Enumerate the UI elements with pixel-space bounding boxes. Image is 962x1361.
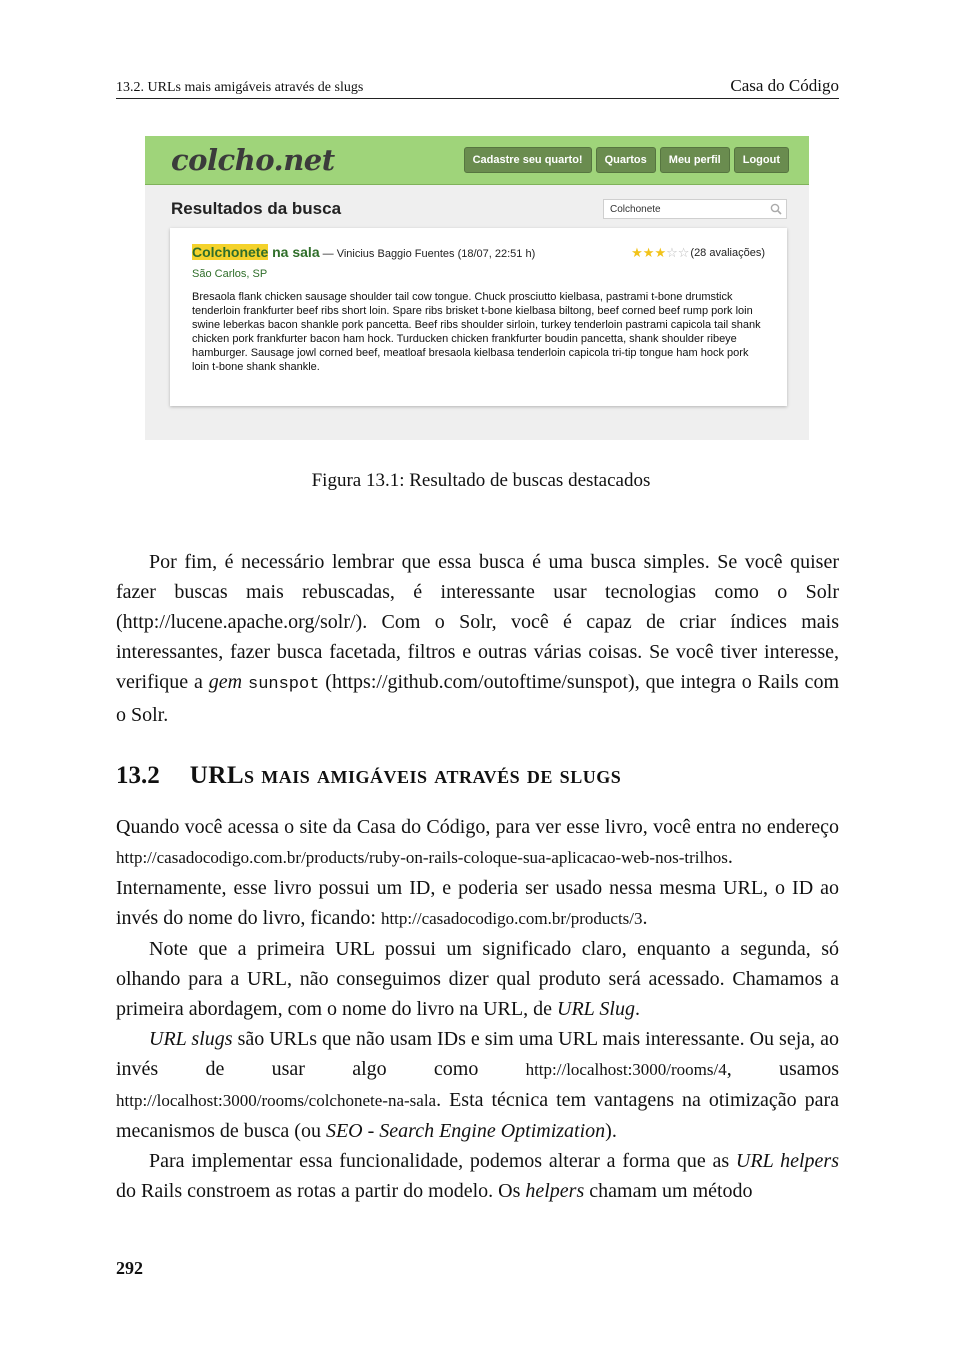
para5-text-a: Para implementar essa funcionalidade, podemos alterar a forma que as: [149, 1150, 736, 1172]
search-result-card: [170, 228, 787, 406]
para1-text-b: (https://github.com/outoftime/sunspot), que integra o Rails com o Solr.: [116, 671, 839, 726]
para4-url-slug[interactable]: http://localhost:3000/rooms/colchonete-na-sala: [116, 1091, 437, 1110]
result-meta: — Vinicius Baggio Fuentes (18/07, 22:51 h): [319, 248, 536, 260]
para5-em2: helpers: [525, 1180, 585, 1202]
para3-text-b: .: [634, 998, 640, 1020]
para4-em1: URL slugs: [149, 1028, 233, 1050]
header-section-title: 13.2. URLs mais amigáveis através de slugs: [116, 80, 364, 95]
star-filled-icon: ★: [642, 245, 655, 260]
star-filled-icon: ★: [631, 245, 643, 260]
running-header: [116, 74, 839, 99]
star-empty-icon: ☆: [677, 245, 690, 260]
para2-text-a: Quando você acessa o site da Casa do Código, para ver esse livro, você entra no endereço: [116, 816, 839, 838]
paragraph-url-slugs-definition: [116, 1024, 839, 1146]
section-heading: [116, 762, 621, 790]
figure-caption: Figura 13.1: Resultado de buscas destacados: [311, 470, 651, 491]
search-value: Colchonete: [610, 203, 661, 215]
nav-buttons: [464, 147, 789, 173]
results-title: Resultados da busca: [171, 199, 342, 218]
para3-em: URL Slug: [557, 998, 635, 1020]
para1-sunspot: sunspot: [248, 675, 320, 694]
para2-url-id[interactable]: http://casadocodigo.com.br/products/3: [380, 909, 643, 928]
para4-em2: SEO - Search Engine Optimization: [325, 1120, 606, 1142]
rating-count: (28 avaliações): [690, 247, 765, 259]
result-title-rest: na sala: [268, 244, 320, 260]
result-description: Bresaola flank chicken sausage shoulder tail cow tongue. Chuck prosciutto kielbasa, pastrami t-bone drumstick tenderloin frankfurter beef ribs short loin. Spare ribs brisket t-bone kielbasa biltong, beef corned beef rump pork loin swine leberkas bacon shankle pork pancetta. Beef ribs shoulder sirloin, turkey tenderloin pastrami capicola tail shank chicken pork frankfurter bacon ham hock. Turducken chicken frankfurter boudin pancetta, shank shoulder ribeye hamburger. Sausage jowl corned beef, meatloaf bresaola kielbasa tenderloin capicola tri-tip tongue ham hock pork loin t-bone shank shankle.: [192, 291, 761, 373]
nav-button-rooms[interactable]: Quartos: [596, 147, 656, 173]
para1-text-a: Por fim, é necessário lembrar que essa busca é uma busca simples. Se você quiser fazer buscas mais rebuscadas, é interessante usar tecnologias como o Solr (http://lucene.apache.org/solr/). Com o Solr, você é capaz de criar índices mais interessantes, fazer busca facetada, filtros e outras várias coisas. Se você tiver interesse, verifique a: [116, 551, 839, 693]
para4-text-a: são URLs que não usam IDs e sim uma URL mais interessante. Ou seja, ao invés de usar algo como: [116, 1028, 840, 1080]
rating: [631, 246, 765, 260]
para3-text-a: Note que a primeira URL possui um significado claro, enquanto a segunda, só olhando para a URL, não conseguimos dizer qual produto será acessado. Chamamos a primeira abordagem, com o nome do livro na URL, de: [116, 938, 839, 1020]
para4-text-b: , usamos: [726, 1058, 840, 1080]
section-number: 13.2: [116, 762, 160, 789]
star-empty-icon: ☆: [666, 245, 678, 260]
results-header: [145, 185, 809, 219]
paragraph-url-slug: [116, 934, 839, 1024]
para4-text-d: ).: [605, 1120, 617, 1142]
para5-em1: URL helpers: [735, 1150, 839, 1172]
star-filled-icon: ★: [654, 245, 667, 260]
section-title: URLs mais amigáveis através de slugs: [189, 762, 622, 789]
paragraph-solr: [116, 547, 839, 730]
nav-button-profile[interactable]: Meu perfil: [660, 147, 730, 173]
result-title-line: [192, 244, 535, 262]
site-logo: colcho.net: [171, 143, 335, 177]
search-input[interactable]: [603, 199, 787, 219]
para1-gem: gem: [208, 671, 243, 693]
paragraph-implement: [116, 1146, 839, 1206]
para4-url-id[interactable]: http://localhost:3000/rooms/4: [525, 1060, 727, 1079]
search-icon[interactable]: [770, 203, 782, 215]
para5-text-b: do Rails constroem as rotas a partir do modelo. Os: [116, 1180, 526, 1202]
para4-text-c: . Esta técnica tem vantagens na otimização para mecanismos de busca (ou: [116, 1089, 839, 1142]
result-location: São Carlos, SP: [192, 268, 268, 280]
paragraph-url-intro: [116, 812, 839, 934]
figure-screenshot: [145, 136, 809, 440]
section-body: [116, 812, 839, 1206]
header-book-title: Casa do Código: [730, 76, 839, 95]
app-navbar: [145, 136, 809, 185]
rating-stars: [631, 246, 689, 260]
para5-text-c: chamam um método: [584, 1180, 753, 1202]
result-header: [192, 244, 765, 262]
para2-text-c: .: [642, 907, 648, 929]
result-title-highlight: Colchonete: [192, 244, 269, 260]
nav-button-register-room[interactable]: Cadastre seu quarto!: [464, 147, 592, 173]
para2-text-b: . Internamente, esse livro possui um ID, e poderia ser usado nessa mesma URL, o ID ao invés do nome do livro, ficando:: [116, 846, 839, 929]
page-number: 292: [116, 1258, 143, 1278]
para2-url-slug[interactable]: http://casadocodigo.com.br/products/ruby-on-rails-coloque-sua-aplicacao-web-nos-trilhos: [116, 848, 728, 867]
nav-button-logout[interactable]: Logout: [734, 147, 789, 173]
result-title-link[interactable]: [192, 244, 320, 260]
